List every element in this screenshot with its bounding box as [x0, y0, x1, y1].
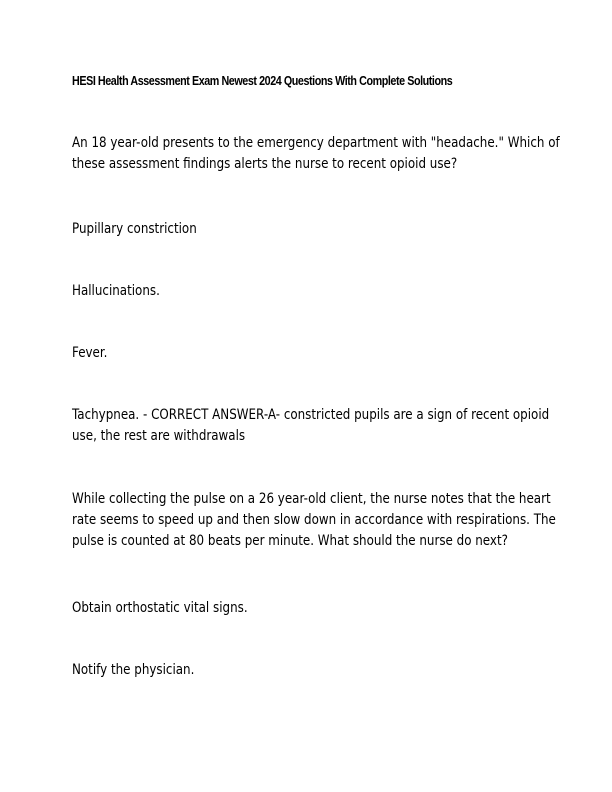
question-1-stem [72, 133, 560, 175]
text-line: Obtain orthostatic vital signs. [72, 600, 248, 616]
question-1-option-c [72, 343, 531, 364]
text-line: Fever. [72, 345, 108, 361]
text-line: While collecting the pulse on a 26 year-old client, the nurse notes that the heart [72, 491, 551, 507]
question-2-stem [72, 489, 556, 552]
question-1-option-a [72, 219, 531, 240]
question-2-option-b [72, 660, 531, 681]
text-line: Pupillary constriction [72, 221, 197, 237]
question-2-option-a [72, 598, 531, 619]
text-line: rate seems to speed up and then slow down in accordance with respirations. The [72, 512, 556, 528]
document-title: HESI Health Assessment Exam Newest 2024 Questions With Complete Solutions [72, 74, 453, 88]
question-1-option-d-answer [72, 405, 550, 447]
text-line: these assessment findings alerts the nurse to recent opioid use? [72, 156, 458, 172]
text-line: Hallucinations. [72, 283, 160, 299]
text-line: Tachypnea. - CORRECT ANSWER-A- constricted pupils are a sign of recent opioid [72, 407, 550, 423]
text-line: Notify the physician. [72, 662, 195, 678]
text-line: use, the rest are withdrawals [72, 428, 246, 444]
question-1-option-b [72, 281, 531, 302]
text-line: An 18 year-old presents to the emergency department with "headache." Which of [72, 135, 560, 151]
text-line: pulse is counted at 80 beats per minute. What should the nurse do next? [72, 533, 508, 549]
